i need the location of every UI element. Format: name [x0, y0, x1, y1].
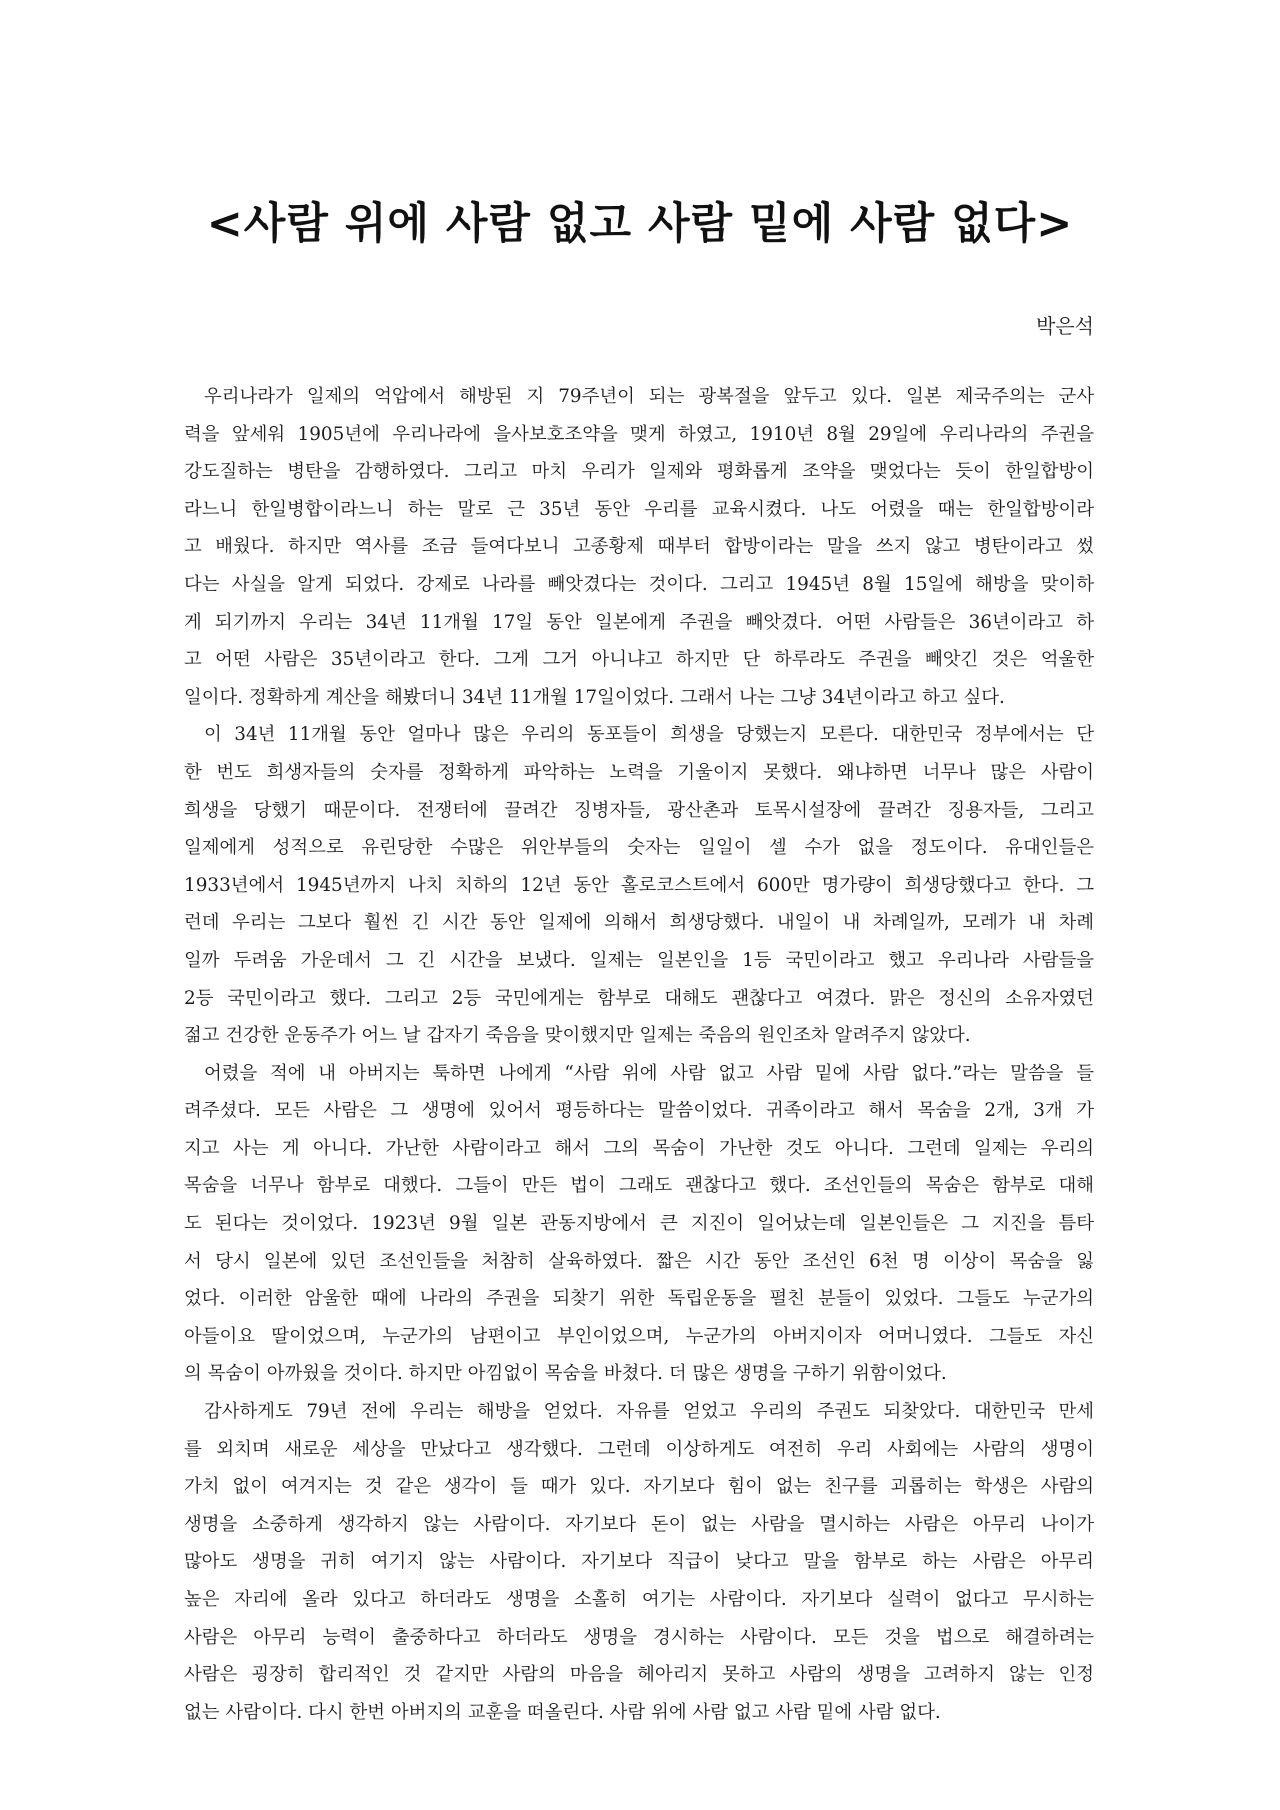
text-line: 아들이요 딸이었으며, 누군가의 남편이고 부인이었으며, 누군가의 아버지이자 어머니였다. 그들도 자신 — [184, 1325, 1094, 1347]
author-name: 박은석 — [1036, 314, 1094, 338]
text-line: 없는 사람이다. 다시 한번 아버지의 교훈을 떠올린다. 사람 위에 사람 없고 사람 밑에 사람 없다. — [184, 1701, 941, 1723]
text-line: 도 된다는 것이었다. 1923년 9월 일본 관동지방에서 큰 지진이 일어났는데 일본인들은 그 지진을 틈타 — [184, 1213, 1094, 1235]
text-line: 일이다. 정확하게 계산을 해봤더니 34년 11개월 17일이었다. 그래서 나는 그냥 34년이라고 하고 싶다. — [184, 686, 1005, 708]
text-line: 이 34년 11개월 동안 얼마나 많은 우리의 동포들이 희생을 당했는지 모른다. 대한민국 정부에서는 단 — [204, 724, 1094, 746]
text-line: 2등 국민이라고 했다. 그리고 2등 국민에게는 함부로 대해도 괜찮다고 여겼다. 맑은 정신의 소유자였던 — [184, 987, 1094, 1009]
text-line: 희생을 당했기 때문이다. 전쟁터에 끌려간 징병자들, 광산촌과 토목시설장에 끌려간 징용자들, 그리고 — [184, 799, 1094, 821]
essay-body — [184, 378, 1094, 1731]
text-line: 많아도 생명을 귀히 여기지 않는 사람이다. 자기보다 직급이 낮다고 말을 함부로 하는 사람은 아무리 — [184, 1551, 1094, 1573]
text-line: 력을 앞세워 1905년에 우리나라에 을사보호조약을 맺게 하였고, 1910년 8월 29일에 우리나라의 주권을 — [184, 423, 1094, 445]
document-title: <사람 위에 사람 없고 사람 밑에 사람 없다> — [206, 199, 1074, 249]
text-line: 목숨을 너무나 함부로 대했다. 그들이 만든 법이 그래도 괜찮다고 했다. 조선인들의 목숨은 함부로 대해 — [184, 1175, 1094, 1197]
text-line: 1933년에서 1945년까지 나치 치하의 12년 동안 홀로코스트에서 600만 명가량이 희생당했다고 한다. 그 — [184, 874, 1094, 896]
text-line: 가치 없이 여겨지는 것 같은 생각이 들 때가 있다. 자기보다 힘이 없는 친구를 괴롭히는 학생은 사람의 — [184, 1476, 1094, 1498]
paragraph — [184, 1393, 1094, 1731]
text-line: 일까 두려움 가운데서 그 긴 시간을 보냈다. 일제는 일본인을 1등 국민이라고 했고 우리나라 사람들을 — [184, 949, 1094, 971]
text-line: 고 배웠다. 하지만 역사를 조금 들여다보니 고종황제 때부터 합방이라는 말을 쓰지 않고 병탄이라고 썼 — [184, 536, 1094, 558]
text-line: 라느니 한일병합이라느니 하는 말로 근 35년 동안 우리를 교육시켰다. 나도 어렸을 때는 한일합방이라 — [184, 498, 1094, 520]
text-line: 를 외치며 새로운 세상을 만났다고 생각했다. 그런데 이상하게도 여전히 우리 사회에는 사람의 생명이 — [184, 1438, 1094, 1460]
text-line: 높은 자리에 올라 있다고 하더라도 생명을 소홀히 여기는 사람이다. 자기보다 실력이 없다고 무시하는 — [184, 1589, 1094, 1610]
text-line: 다는 사실을 알게 되었다. 강제로 나라를 빼앗겼다는 것이다. 그리고 1945년 8월 15일에 해방을 맞이하 — [184, 573, 1094, 595]
text-line: 사람은 굉장히 합리적인 것 같지만 사람의 마음을 헤아리지 못하고 사람의 생명을 고려하지 않는 인정 — [184, 1664, 1094, 1686]
text-line: 었다. 이러한 암울한 때에 나라의 주권을 되찾기 위한 독립운동을 펼친 분들이 있었다. 그들도 누군가의 — [184, 1288, 1094, 1310]
text-line: 게 되기까지 우리는 34년 11개월 17일 동안 일본에게 주권을 빼앗겼다. 어떤 사람들은 36년이라고 하 — [184, 611, 1094, 633]
paragraph — [184, 716, 1094, 1054]
text-line: 지고 사는 게 아니다. 가난한 사람이라고 해서 그의 목숨이 가난한 것도 아니다. 그런데 일제는 우리의 — [184, 1137, 1094, 1159]
text-line: 강도질하는 병탄을 감행하였다. 그리고 마치 우리가 일제와 평화롭게 조약을 맺었다는 듯이 한일합방이 — [184, 461, 1094, 483]
text-line: 려주셨다. 모든 사람은 그 생명에 있어서 평등하다는 말씀이었다. 귀족이라고 해서 목숨을 2개, 3개 가 — [184, 1100, 1094, 1122]
paragraph — [184, 1055, 1094, 1393]
text-line: 런데 우리는 그보다 훨씬 긴 시간 동안 일제에 의해서 희생당했다. 내일이 내 차례일까, 모레가 내 차례 — [184, 912, 1094, 934]
text-line: 고 어떤 사람은 35년이라고 한다. 그게 그거 아니냐고 하지만 단 하루라도 주권을 빼앗긴 것은 억울한 — [184, 649, 1094, 671]
text-line: 서 당시 일본에 있던 조선인들을 처참히 살육하였다. 짧은 시간 동안 조선인 6천 명 이상이 목숨을 잃 — [184, 1250, 1094, 1272]
text-line: 감사하게도 79년 전에 우리는 해방을 얻었다. 자유를 얻었고 우리의 주권도 되찾았다. 대한민국 만세 — [204, 1401, 1094, 1423]
text-line: 의 목숨이 아까웠을 것이다. 하지만 아낌없이 목숨을 바쳤다. 더 많은 생명을 구하기 위함이었다. — [184, 1363, 947, 1385]
text-line: 한 번도 희생자들의 숫자를 정확하게 파악하는 노력을 기울이지 못했다. 왜냐하면 너무나 많은 사람이 — [184, 761, 1094, 783]
text-line: 젊고 건강한 운동주가 어느 날 갑자기 죽음을 맞이했지만 일제는 죽음의 원인조차 알려주지 않았다. — [184, 1025, 971, 1047]
text-line: 어렸을 적에 내 아버지는 툭하면 나에게 “사람 위에 사람 없고 사람 밑에 사람 없다.”라는 말씀을 들 — [204, 1062, 1094, 1084]
text-line: 사람은 아무리 능력이 출중하다고 하더라도 생명을 경시하는 사람이다. 모든 것을 법으로 해결하려는 — [184, 1626, 1094, 1648]
text-line: 일제에게 성적으로 유린당한 수많은 위안부들의 숫자는 일일이 셀 수가 없을 정도이다. 유대인들은 — [184, 837, 1094, 859]
paragraph — [184, 378, 1094, 716]
text-line: 생명을 소중하게 생각하지 않는 사람이다. 자기보다 돈이 없는 사람을 멸시하는 사람은 아무리 나이가 — [184, 1513, 1094, 1535]
text-line: 우리나라가 일제의 억압에서 해방된 지 79주년이 되는 광복절을 앞두고 있다. 일본 제국주의는 군사 — [204, 386, 1094, 407]
